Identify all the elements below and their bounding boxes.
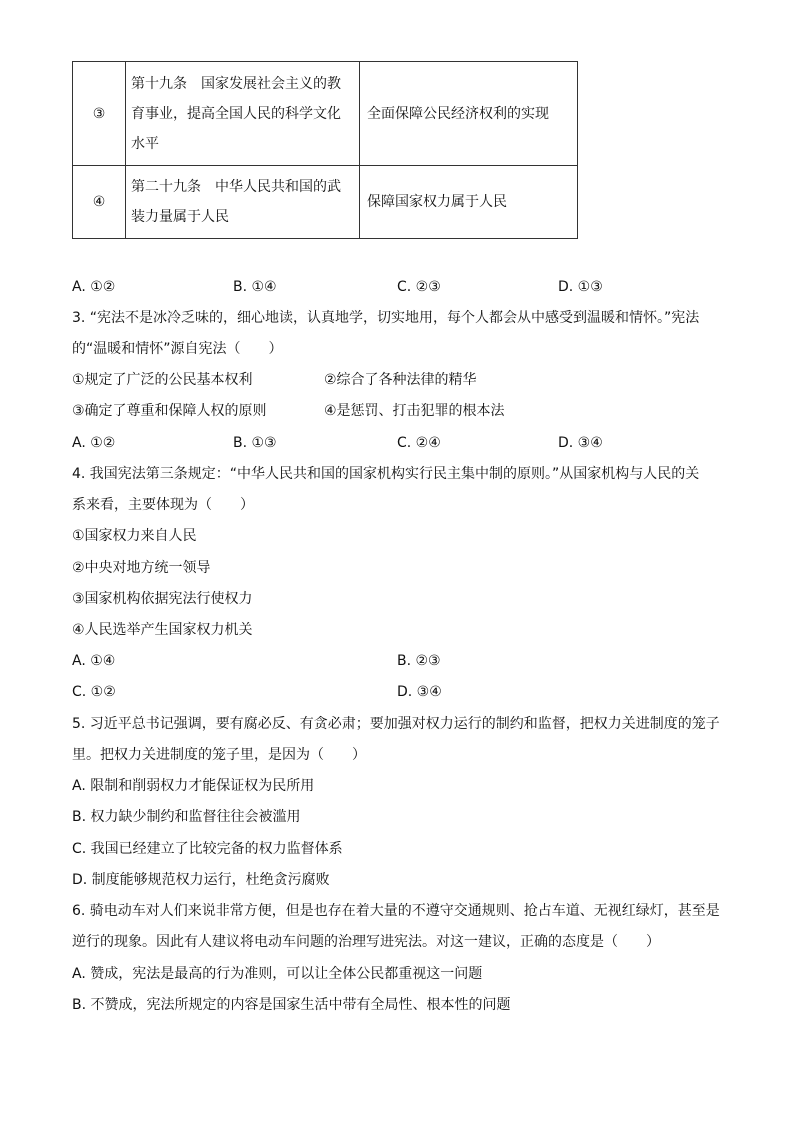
q6-stem: 逆行的现象。因此有人建议将电动车问题的治理写进宪法。对这一建议，正确的态度是（ ） (72, 934, 660, 950)
q5-option-c[interactable]: C. 我国已经建立了比较完备的权力监督体系 (72, 841, 343, 857)
q4-item: ②中央对地方统一领导 (72, 560, 211, 576)
q4-option-c[interactable]: C. ①② (72, 684, 116, 700)
q5-option-d[interactable]: D. 制度能够规范权力运行，杜绝贪污腐败 (72, 872, 330, 888)
q4-item: ①国家权力来自人民 (72, 528, 197, 544)
table-row (73, 62, 578, 166)
row-number: ④ (73, 166, 126, 239)
q3-stem: 3. “宪法不是冰冷乏味的，细心地读，认真地学，切实地用，每个人都会从中感受到温暖和情怀。”宪法 (72, 310, 700, 326)
article-line: 水平 (131, 135, 159, 152)
q5-option-b[interactable]: B. 权力缺少制约和监督往往会被滥用 (72, 809, 301, 825)
row-number: ③ (73, 62, 126, 166)
result-cell: 全面保障公民经济权利的实现 (360, 62, 578, 166)
q6-option-a[interactable]: A. 赞成，宪法是最高的行为准则，可以让全体公民都重视这一问题 (72, 966, 483, 982)
q3-item: ③确定了尊重和保障人权的原则 (72, 403, 267, 419)
q3-option-b[interactable]: B. ①③ (233, 435, 277, 451)
q3-option-d[interactable]: D. ③④ (558, 435, 603, 451)
q3-option-a[interactable]: A. ①② (72, 435, 116, 451)
article-cell (126, 166, 360, 239)
q2-option-b[interactable]: B. ①④ (233, 279, 277, 295)
q4-stem: 系来看，主要体现为（ ） (72, 497, 254, 513)
article-line: 装力量属于人民 (131, 209, 229, 225)
article-cell (126, 62, 360, 166)
q4-item: ③国家机构依据宪法行使权力 (72, 591, 253, 607)
q4-option-d[interactable]: D. ③④ (397, 684, 442, 700)
article-line: 育事业，提高全国人民的科学文化 (131, 105, 341, 122)
q2-option-c[interactable]: C. ②③ (397, 279, 441, 295)
q3-item: ④是惩罚、打击犯罪的根本法 (324, 403, 505, 419)
q3-stem: 的“温暖和情怀”源自宪法（ ） (72, 341, 283, 357)
q4-option-a[interactable]: A. ①④ (72, 653, 116, 669)
q4-stem: 4. 我国宪法第三条规定：“中华人民共和国的国家机构实行民主集中制的原则。”从国家机构与人民的关 (72, 466, 700, 482)
q3-item: ②综合了各种法律的精华 (324, 372, 477, 388)
q5-stem: 5. 习近平总书记强调，要有腐必反、有贪必肃；要加强对权力运行的制约和监督，把权力关进制度的笼子 (72, 716, 720, 732)
article-line: 第十九条 国家发展社会主义的教 (131, 75, 341, 92)
q6-stem: 6. 骑电动车对人们来说非常方便，但是也存在着大量的不遵守交通规则、抢占车道、无视红绿灯，甚至是 (72, 903, 720, 919)
table-row (73, 166, 578, 239)
q3-item: ①规定了广泛的公民基本权利 (72, 372, 253, 388)
q5-stem: 里。把权力关进制度的笼子里，是因为（ ） (72, 747, 366, 763)
article-line: 第二十九条 中华人民共和国的武 (131, 179, 341, 195)
q4-item: ④人民选举产生国家权力机关 (72, 622, 253, 638)
q6-option-b[interactable]: B. 不赞成，宪法所规定的内容是国家生活中带有全局性、根本性的问题 (72, 997, 511, 1013)
q5-option-a[interactable]: A. 限制和削弱权力才能保证权为民所用 (72, 778, 315, 794)
q3-option-c[interactable]: C. ②④ (397, 435, 441, 451)
articles-table (72, 61, 578, 239)
q2-option-d[interactable]: D. ①③ (558, 279, 603, 295)
result-cell: 保障国家权力属于人民 (360, 166, 578, 239)
q2-option-a[interactable]: A. ①② (72, 279, 116, 295)
q4-option-b[interactable]: B. ②③ (397, 653, 441, 669)
